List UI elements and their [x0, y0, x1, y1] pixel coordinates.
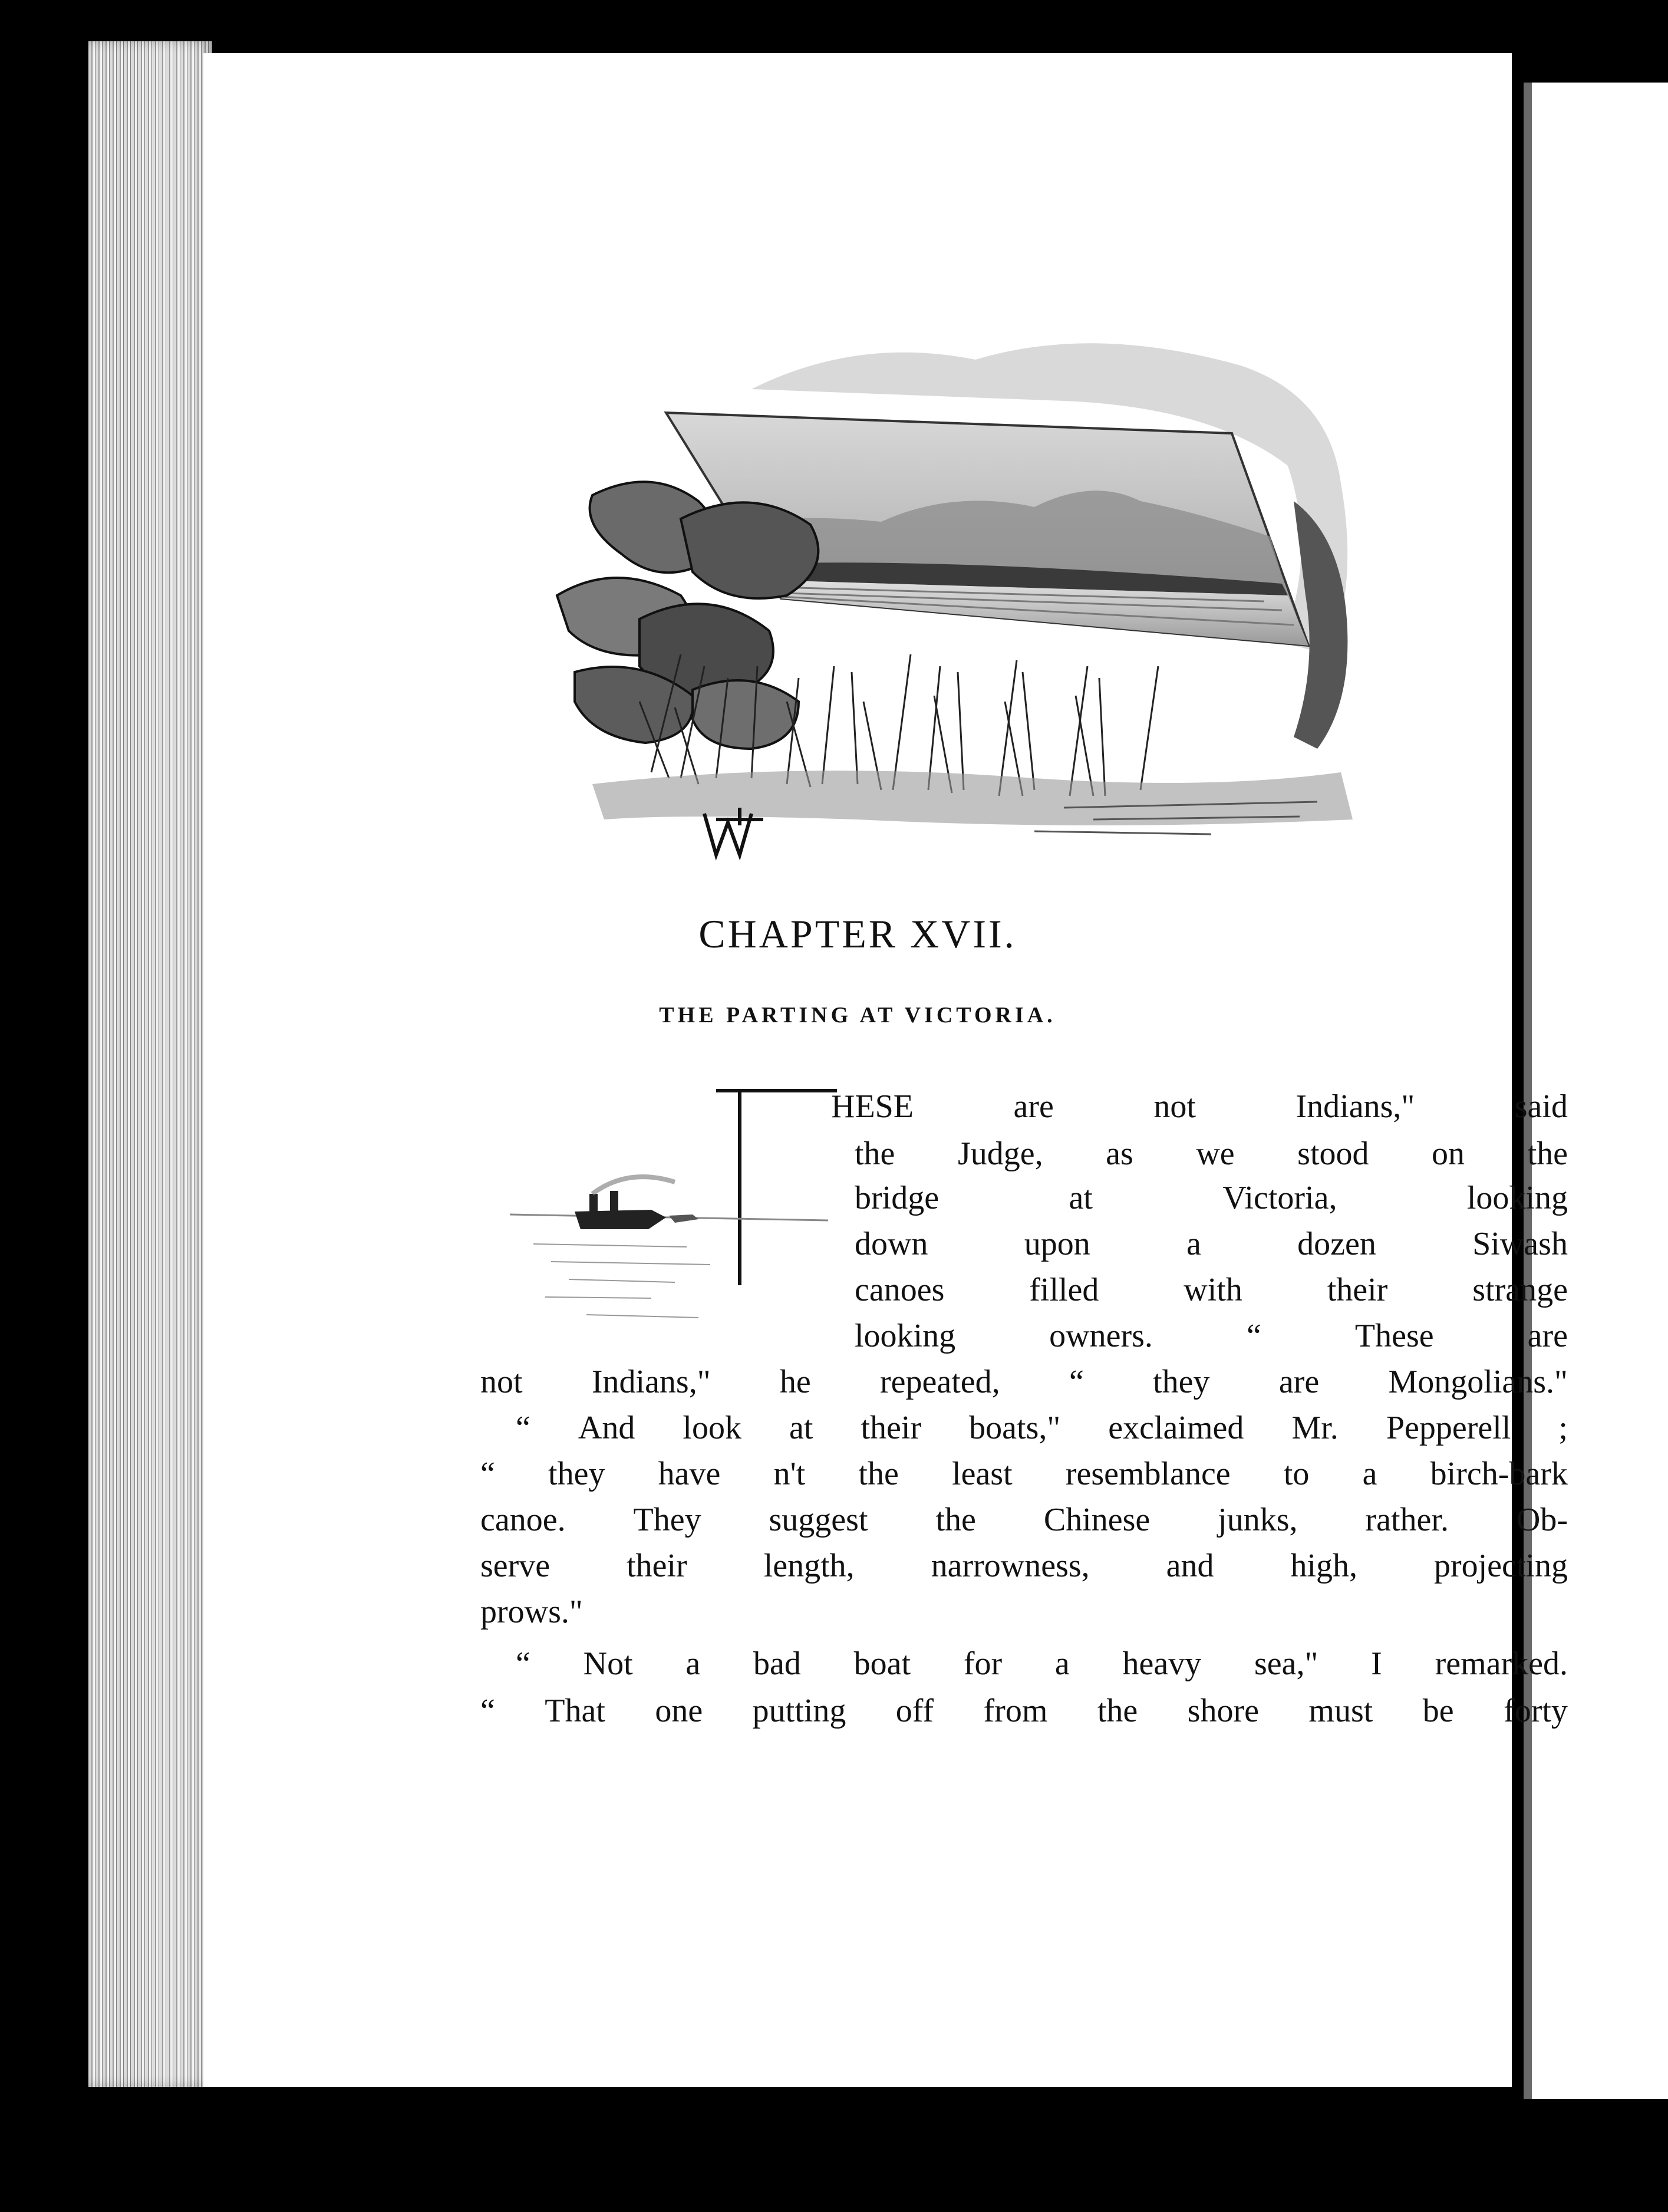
word: to: [1283, 1456, 1310, 1492]
word: down: [855, 1226, 928, 1262]
word: upon: [1024, 1226, 1090, 1262]
word: I: [1371, 1645, 1382, 1682]
text-line: [855, 1317, 1568, 1355]
word: we: [1196, 1135, 1235, 1172]
word: their: [627, 1548, 687, 1584]
word: Victoria,: [1222, 1180, 1337, 1216]
word: n't: [773, 1456, 806, 1492]
word: their: [861, 1410, 922, 1446]
word: “: [1069, 1364, 1084, 1400]
word: are: [1013, 1088, 1054, 1125]
word: Indians,": [1295, 1088, 1415, 1125]
word: must: [1308, 1693, 1373, 1729]
chapter-subtitle: THE PARTING AT VICTORIA.: [659, 1003, 1056, 1028]
word: junks,: [1218, 1502, 1298, 1538]
word: Siwash: [1472, 1226, 1568, 1262]
word: Ob-: [1516, 1502, 1568, 1538]
word: the: [1527, 1135, 1568, 1172]
word: bridge: [855, 1180, 940, 1216]
word: That: [545, 1693, 605, 1729]
word: HESE: [831, 1088, 914, 1125]
word: not: [480, 1364, 523, 1400]
word: ;: [1558, 1410, 1568, 1446]
text-line: [855, 1271, 1568, 1309]
word: the: [935, 1502, 976, 1538]
text-line: [480, 1547, 1568, 1585]
word: rather.: [1365, 1502, 1449, 1538]
word: off: [895, 1693, 934, 1729]
word: they: [1153, 1364, 1210, 1400]
word: These: [1354, 1318, 1434, 1354]
word: Pepperell: [1386, 1410, 1511, 1446]
word: “: [516, 1645, 530, 1682]
text-line: [516, 1645, 1568, 1683]
word: boats,": [969, 1410, 1061, 1446]
word: Mongolians.": [1388, 1364, 1568, 1400]
word: are: [1527, 1318, 1568, 1354]
word: on: [1432, 1135, 1465, 1172]
word: the: [858, 1456, 899, 1492]
word: remarked.: [1435, 1645, 1568, 1682]
text-line: [480, 1455, 1568, 1493]
word: “: [480, 1693, 495, 1729]
word: at: [1069, 1180, 1093, 1216]
word: prows.": [480, 1594, 583, 1630]
word: have: [658, 1456, 721, 1492]
word: suggest: [769, 1502, 868, 1538]
word: from: [983, 1693, 1048, 1729]
word: Mr.: [1291, 1410, 1339, 1446]
word: the: [855, 1135, 895, 1172]
word: “: [1246, 1318, 1261, 1354]
word: filled: [1029, 1272, 1099, 1308]
word: they: [548, 1456, 605, 1492]
word: shore: [1187, 1693, 1259, 1729]
word: resemblance: [1065, 1456, 1231, 1492]
word: repeated,: [880, 1364, 1000, 1400]
word: narrowness,: [931, 1548, 1090, 1584]
word: least: [952, 1456, 1013, 1492]
chapter-title: CHAPTER XVII.: [698, 911, 1017, 956]
word: bad: [753, 1645, 801, 1682]
word: projecting: [1433, 1548, 1568, 1584]
word: Chinese: [1043, 1502, 1151, 1538]
word: canoes: [855, 1272, 945, 1308]
word: be: [1422, 1693, 1454, 1729]
word: Indians,": [591, 1364, 711, 1400]
word: canoe.: [480, 1502, 566, 1538]
word: the: [1097, 1693, 1138, 1729]
word: look: [683, 1410, 741, 1446]
word: at: [789, 1410, 813, 1446]
word: “: [516, 1410, 530, 1446]
text-line: [855, 1135, 1568, 1173]
drop-cap-illustration: [498, 1079, 840, 1356]
word: high,: [1290, 1548, 1357, 1584]
word: owners.: [1049, 1318, 1153, 1354]
word: sea,": [1254, 1645, 1318, 1682]
text-line: [855, 1225, 1568, 1263]
word: They: [633, 1502, 701, 1538]
word: he: [779, 1364, 811, 1400]
word: birch-bark: [1430, 1456, 1568, 1492]
text-line: [480, 1692, 1568, 1730]
word: are: [1278, 1364, 1320, 1400]
word: dozen: [1297, 1226, 1376, 1262]
word: their: [1327, 1272, 1388, 1308]
word: heavy: [1122, 1645, 1202, 1682]
word: “: [480, 1456, 495, 1492]
word: a: [1362, 1456, 1377, 1492]
text-line: [480, 1363, 1568, 1401]
text-line: [831, 1088, 1568, 1125]
word: a: [685, 1645, 701, 1682]
word: one: [655, 1693, 703, 1729]
word: looking: [855, 1318, 956, 1354]
word: as: [1106, 1135, 1133, 1172]
word: boat: [853, 1645, 911, 1682]
word: exclaimed: [1108, 1410, 1244, 1446]
text-line: [855, 1179, 1568, 1217]
word: for: [963, 1645, 1003, 1682]
word: length,: [763, 1548, 855, 1584]
text-line: [480, 1593, 1568, 1631]
word: with: [1184, 1272, 1242, 1308]
word: serve: [480, 1548, 550, 1584]
word: stood: [1297, 1135, 1369, 1172]
word: not: [1153, 1088, 1196, 1125]
text-line: [480, 1501, 1568, 1539]
word: putting: [752, 1693, 846, 1729]
word: And: [578, 1410, 635, 1446]
word: a: [1186, 1226, 1201, 1262]
book-page-edges: [88, 41, 212, 2087]
chapter-head-illustration: [504, 289, 1376, 867]
word: a: [1054, 1645, 1070, 1682]
word: strange: [1472, 1272, 1568, 1308]
book-page: [203, 53, 1568, 2087]
text-line: [516, 1409, 1568, 1447]
word: Judge,: [957, 1135, 1043, 1172]
word: forty: [1504, 1693, 1568, 1729]
word: said: [1514, 1088, 1568, 1125]
word: and: [1166, 1548, 1214, 1584]
word: looking: [1466, 1180, 1568, 1216]
word: Not: [583, 1645, 633, 1682]
